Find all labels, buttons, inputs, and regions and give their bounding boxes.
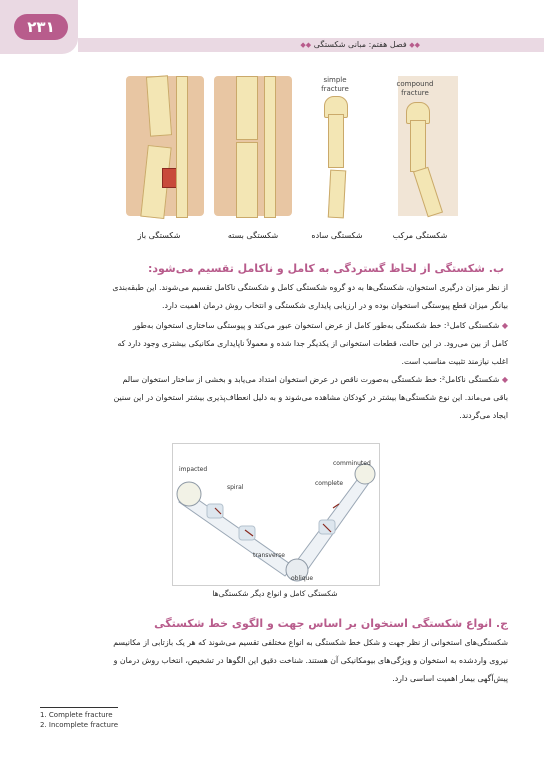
- label-transverse: transverse: [253, 552, 285, 559]
- caption-open: شکستگی باز: [137, 231, 181, 240]
- label-impacted: impacted: [179, 466, 208, 473]
- caption-simple: شکستگی ساده: [311, 231, 363, 240]
- section-c-body: [36, 634, 508, 688]
- bullet-incomplete: [36, 371, 508, 425]
- simple-label-2: fracture: [321, 85, 349, 93]
- page-number: ۲۳۱: [14, 14, 68, 40]
- bullet-complete: [36, 317, 508, 371]
- paragraph-line: از نظر میزان درگیری استخوان، شکستگی‌ها به دو گروه شکستگی کامل و شکستگی ناکامل تقسیم می‌شوند. این طبقه‌بندی: [112, 283, 508, 292]
- simple-fracture-image: [296, 76, 374, 216]
- chapter-title: فصل هفتم: مبانی شکستگی: [313, 40, 407, 49]
- chapter-header: [120, 38, 420, 52]
- footnote-1: 1. Complete fracture: [40, 711, 113, 719]
- label-comminuted: comminuted: [333, 460, 371, 467]
- caption-closed: شکستگی بسته: [227, 231, 279, 240]
- section-b-title: ب. شکستگی از لحاظ گستردگی به کامل و ناکامل تقسیم می‌شود:: [147, 262, 504, 275]
- section-b-intro: [36, 279, 508, 315]
- caption-compound: شکستگی مرکب: [392, 231, 448, 240]
- diamond-icon: ◆◆: [409, 41, 420, 49]
- paragraph-line: شکستگی‌های استخوانی از نظر جهت و شکل خط شکستگی به انواع مختلفی تقسیم می‌شوند که هر یک بازتابی از مکانیسم: [113, 638, 508, 647]
- paragraph-line: بیانگر میزان قطع پیوستگی استخوان بوده و در ارزیابی پایداری شکستگی و انتخاب روش درمان اهمیت دارد.: [162, 301, 508, 310]
- label-spiral: spiral: [227, 484, 244, 491]
- label-oblique: oblique: [291, 575, 314, 582]
- fracture-types-diagram: [172, 443, 380, 586]
- footnote-divider: [40, 707, 118, 708]
- paragraph-line: شکستگی ناکامل²: خط شکستگی به‌صورت ناقص در عرض استخوان امتداد می‌یابد و بخشی از ساختار استخوان سالم: [122, 375, 500, 384]
- paragraph-line: باقی می‌ماند. این نوع شکستگی‌ها بیشتر در کودکان مشاهده می‌شوند و به دلیل انعطاف‌پذیری بیشتر استخوان در این سنین: [113, 393, 508, 402]
- footnote-2: 2. Incomplete fracture: [40, 721, 119, 729]
- compound-fracture-image: [376, 76, 460, 216]
- closed-fracture-image: [206, 76, 298, 216]
- bullet-icon: ◆: [499, 321, 508, 330]
- bullet-icon: ◆: [499, 375, 508, 384]
- label-complete: complete: [315, 480, 344, 487]
- diamond-icon: ◆◆: [300, 41, 312, 49]
- paragraph-line: ایجاد می‌گردند.: [459, 411, 508, 420]
- open-fracture-image: [118, 76, 210, 216]
- section-c-title: ج. انواع شکستگی استخوان بر اساس جهت و الگوی خط شکستگی: [154, 617, 508, 630]
- figure2-caption: شکستگی کامل و انواع دیگر شکستگی‌ها: [212, 589, 338, 598]
- paragraph-line: اغلب نیازمند تثبیت مناسب است.: [401, 357, 508, 366]
- compound-label-1: compound: [396, 80, 434, 88]
- simple-label-1: simple: [323, 76, 347, 84]
- paragraph-line: نیروی واردشده به استخوان و ویژگی‌های بیومکانیکی آن هستند. شناخت دقیق این الگوها در تشخیص، انتخاب روش درمان و: [113, 656, 508, 665]
- paragraph-line: شکستگی کامل¹: خط شکستگی به‌طور کامل از عرض استخوان عبور می‌کند و پیوستگی ساختاری استخوان به‌طور: [132, 321, 500, 330]
- paragraph-line: پیش‌آگهی بیمار اهمیت اساسی دارد.: [392, 674, 508, 683]
- compound-label-2: fracture: [401, 89, 429, 97]
- paragraph-line: کامل از بین می‌رود. در این حالت، قطعات استخوانی از یکدیگر جدا شده و معمولاً ناپایداری مکانیکی بیشتری وجود دارد که: [117, 339, 508, 348]
